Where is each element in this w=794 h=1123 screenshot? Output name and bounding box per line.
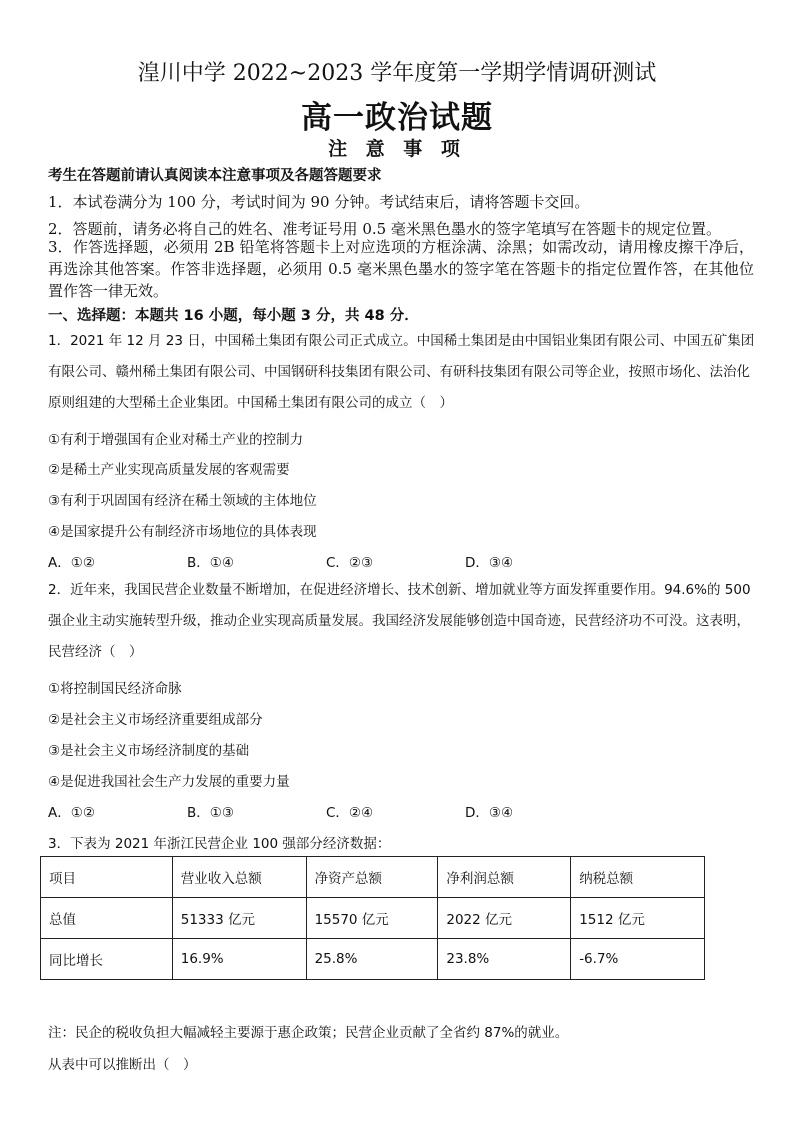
table-cell: -6.7% xyxy=(571,939,705,980)
table-header-row xyxy=(41,857,705,898)
question-3-note: 注：民企的税收负担大幅减轻主要源于惠企政策；民营企业贡献了全省约 87%的就业。 xyxy=(48,1025,569,1041)
question-2-statement-4: ④是促进我国社会生产力发展的重要力量 xyxy=(48,774,290,790)
question-1-option-b: B．①④ xyxy=(187,555,234,571)
notice-heading: 注 意 事 项 xyxy=(328,138,466,160)
question-1-option-c: C．②③ xyxy=(326,555,374,571)
question-1-statement-2: ②是稀土产业实现高质量发展的客观需要 xyxy=(48,462,290,478)
section-heading: 一、选择题：本题共 16 小题，每小题 3 分，共 48 分． xyxy=(48,308,419,324)
table-header-cell: 净利润总额 xyxy=(438,857,571,898)
question-2-option-d: D．③④ xyxy=(465,805,514,821)
table-header-cell: 营业收入总额 xyxy=(172,857,306,898)
question-1-statement-4: ④是国家提升公有制经济市场地位的具体表现 xyxy=(48,524,317,540)
question-2-option-b: B．①③ xyxy=(187,805,234,821)
question-1-stem: 1．2021 年 12 月 23 日，中国稀土集团有限公司正式成立。中国稀土集团是由中国铝业集团有限公司、中国五矿集团有限公司、赣州稀土集团有限公司、中国钢研科技集团有限公司、有研科技集团有限公司等企业，按照市场化、法治化原则组建的大型稀土企业集团。中国稀土集团有限公司的成立（ ） xyxy=(48,333,755,411)
question-2-statement-1: ①将控制国民经济命脉 xyxy=(48,681,182,697)
question-1-statement-1: ①有利于增强国有企业对稀土产业的控制力 xyxy=(48,432,304,448)
table-cell: 16.9% xyxy=(172,939,306,980)
question-3-ask: 从表中可以推断出（ ） xyxy=(48,1057,197,1073)
question-2-option-a: A．①② xyxy=(48,805,95,821)
instruction-item-1: 1．本试卷满分为 100 分，考试时间为 90 分钟。考试结束后，请将答题卡交回。 xyxy=(48,193,590,211)
table-row xyxy=(41,939,705,980)
table-cell: 51333 亿元 xyxy=(172,898,306,939)
question-2-statement-2: ②是社会主义市场经济重要组成部分 xyxy=(48,712,263,728)
table-cell: 25.8% xyxy=(306,939,438,980)
table-cell: 同比增长 xyxy=(41,939,173,980)
page-title: 高一政治试题 xyxy=(301,100,493,136)
economic-data-table xyxy=(40,856,705,980)
question-1-statement-3: ③有利于巩固国有经济在稀土领域的主体地位 xyxy=(48,493,317,509)
school-exam-title: 湟川中学 2022~2023 学年度第一学期学情调研测试 xyxy=(137,61,657,86)
instruction-item-2: 2．答题前，请务必将自己的姓名、准考证号用 0.5 毫米黑色墨水的签字笔填写在答题卡的规定位置。 xyxy=(48,220,721,238)
table-cell: 2022 亿元 xyxy=(438,898,571,939)
instructions-lead: 考生在答题前请认真阅读本注意事项及各题答题要求 xyxy=(48,168,382,184)
question-2-stem: 2．近年来，我国民营企业数量不断增加，在促进经济增长、技术创新、增加就业等方面发挥重要作用。94.6%的 500 强企业主动实施转型升级，推动企业实现高质量发展。我国经济发展能够创造中国奇迹，民营经济功不可没。这表明，民营经济（ ） xyxy=(48,582,751,660)
table-header-cell: 纳税总额 xyxy=(571,857,705,898)
instruction-item-3: 3．作答选择题，必须用 2B 铅笔将答题卡上对应选项的方框涂满、涂黑；如需改动，请用橡皮擦干净后，再选涂其他答案。作答非选择题，必须用 0.5 毫米黑色墨水的签字笔在答题卡的指定位置作答，在其他位置作答一律无效。 xyxy=(48,238,754,300)
table-header-cell: 项目 xyxy=(41,857,173,898)
question-2-option-c: C．②④ xyxy=(326,805,374,821)
question-2-statement-3: ③是社会主义市场经济制度的基础 xyxy=(48,743,250,759)
table-cell: 1512 亿元 xyxy=(571,898,705,939)
table-header-cell: 净资产总额 xyxy=(306,857,438,898)
table-row xyxy=(41,898,705,939)
table-cell: 15570 亿元 xyxy=(306,898,438,939)
table-cell: 23.8% xyxy=(438,939,571,980)
question-1-option-a: A．①② xyxy=(48,555,95,571)
question-3-stem: 3．下表为 2021 年浙江民营企业 100 强部分经济数据： xyxy=(48,836,391,852)
table-cell: 总值 xyxy=(41,898,173,939)
question-1-option-d: D．③④ xyxy=(465,555,514,571)
